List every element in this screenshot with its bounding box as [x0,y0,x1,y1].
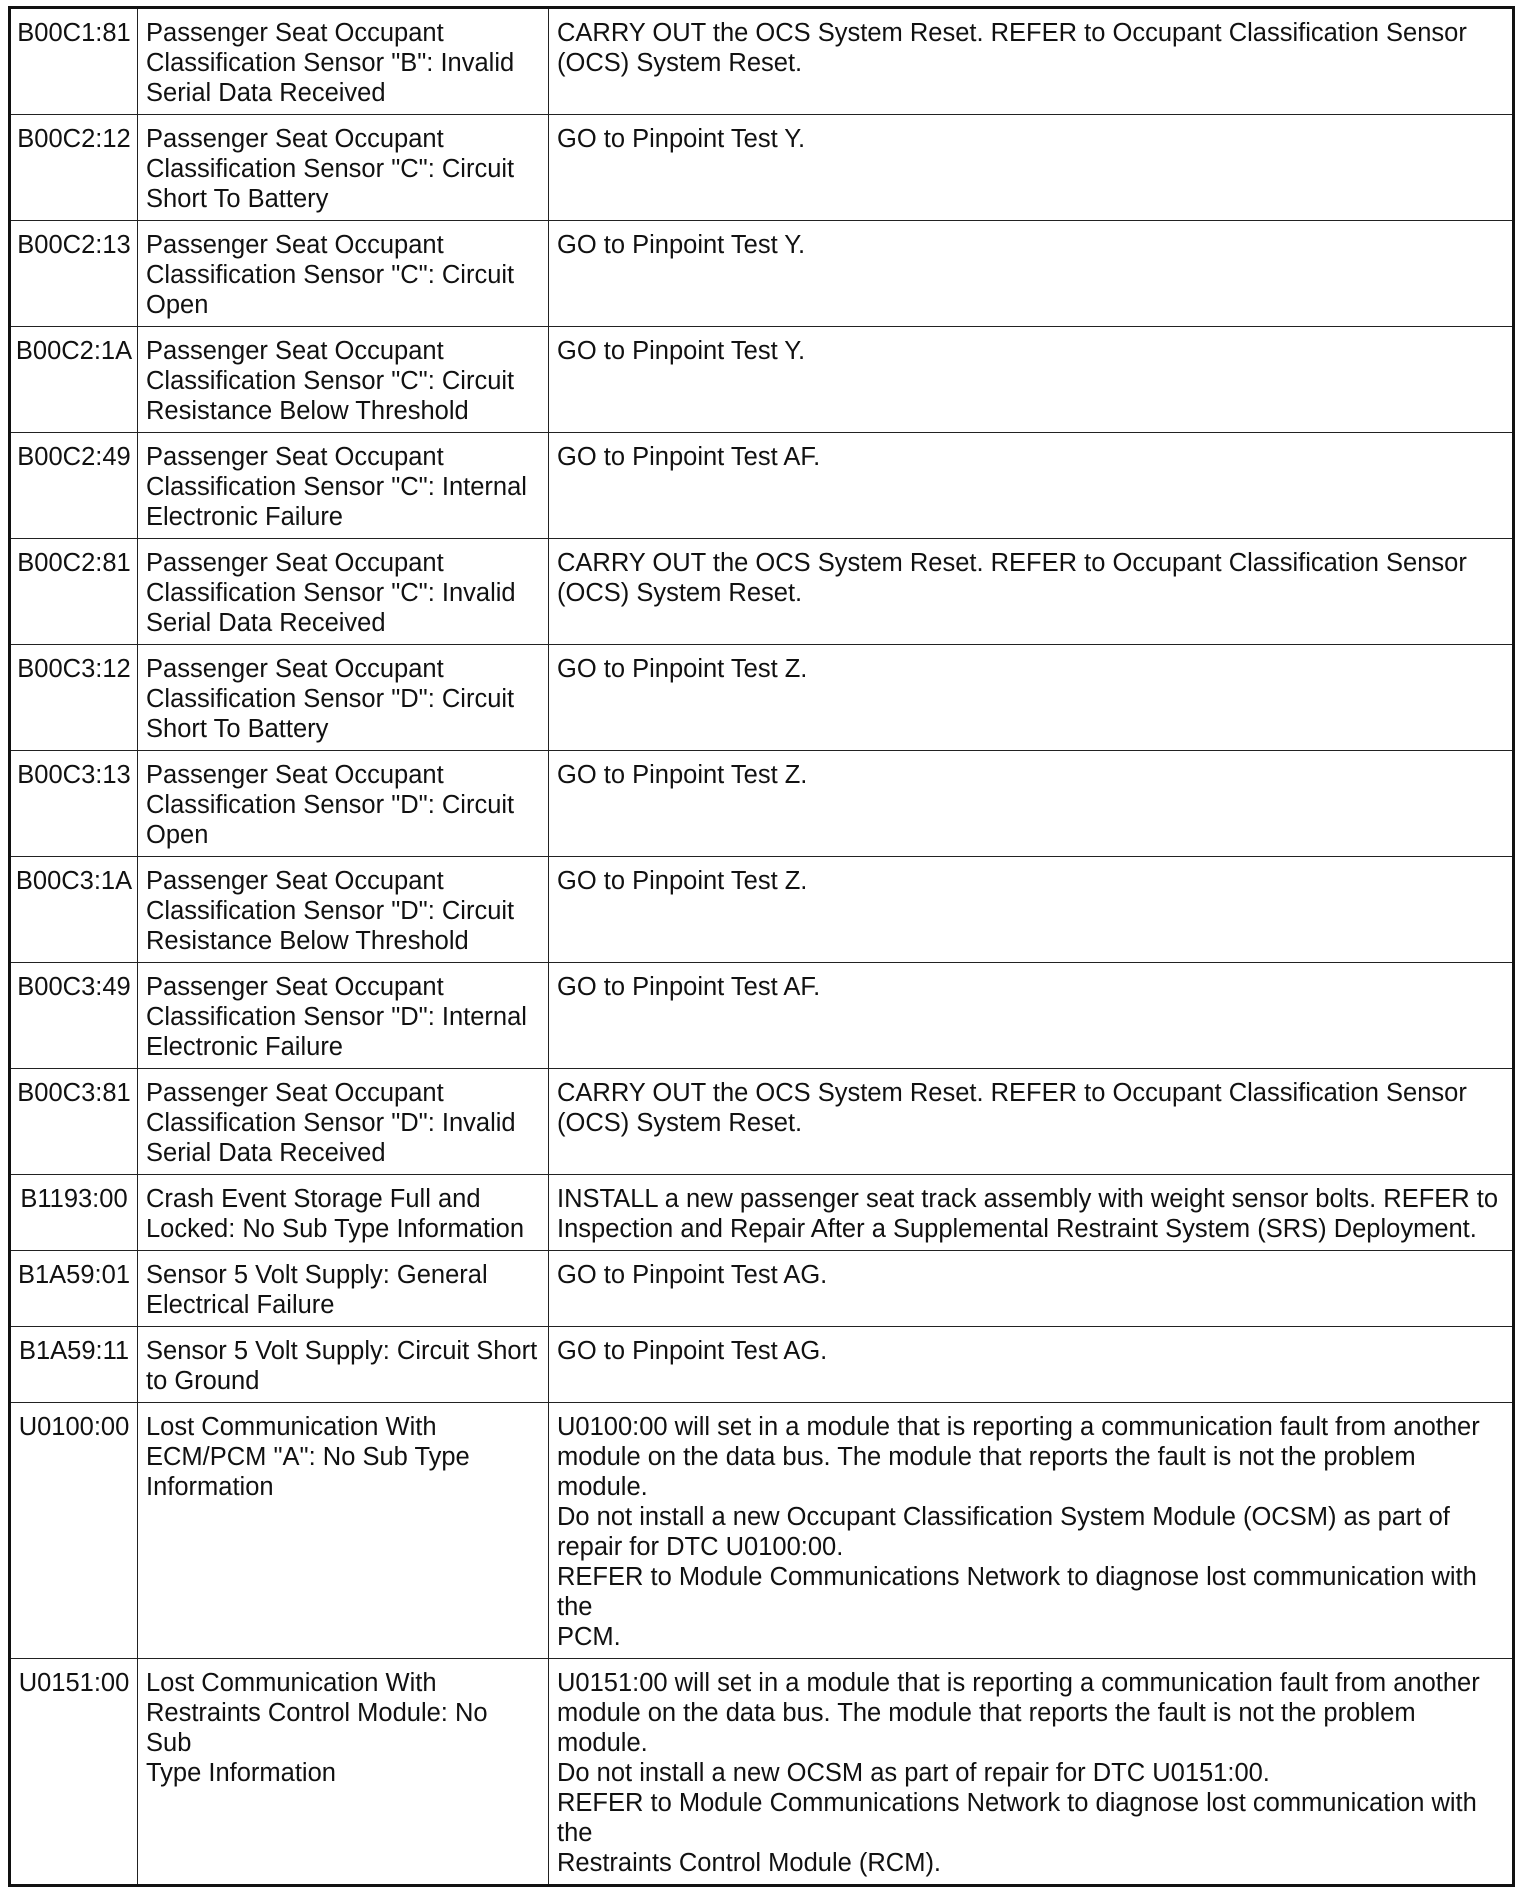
dtc-description-cell: Passenger Seat Occupant Classification Sensor "C": Circuit Open [138,221,549,327]
dtc-code-cell: B00C2:1A [10,327,138,433]
dtc-action-cell: CARRY OUT the OCS System Reset. REFER to Occupant Classification Sensor (OCS) System Reset. [549,1069,1514,1175]
table-row [10,327,1514,433]
table-row [10,8,1514,115]
dtc-description-cell: Lost Communication With ECM/PCM "A": No Sub Type Information [138,1403,549,1659]
dtc-description-cell: Passenger Seat Occupant Classification Sensor "C": Internal Electronic Failure [138,433,549,539]
table-row [10,963,1514,1069]
dtc-code-cell: B00C2:12 [10,115,138,221]
dtc-description-cell: Passenger Seat Occupant Classification Sensor "D": Internal Electronic Failure [138,963,549,1069]
table-row [10,645,1514,751]
dtc-code-cell: B00C1:81 [10,8,138,115]
dtc-description-cell: Sensor 5 Volt Supply: General Electrical Failure [138,1251,549,1327]
table-row [10,1175,1514,1251]
dtc-code-cell: U0100:00 [10,1403,138,1659]
dtc-code-cell: B00C2:49 [10,433,138,539]
table-row [10,1327,1514,1403]
dtc-action-cell: GO to Pinpoint Test Y. [549,221,1514,327]
dtc-action-cell: GO to Pinpoint Test AF. [549,963,1514,1069]
dtc-description-cell: Passenger Seat Occupant Classification Sensor "D": Circuit Open [138,751,549,857]
dtc-code-cell: B00C3:13 [10,751,138,857]
dtc-code-cell: B1193:00 [10,1175,138,1251]
dtc-action-cell: U0151:00 will set in a module that is reporting a communication fault from another module on the data bus. The module that reports the fault is not the problem module. Do not install a new OCSM as part of repair for DTC U0151:00. REFER to Module Communications Network to diagnose lost communication with the Restraints Control Module (RCM). [549,1659,1514,1886]
dtc-description-cell: Passenger Seat Occupant Classification Sensor "C": Invalid Serial Data Received [138,539,549,645]
dtc-description-cell: Passenger Seat Occupant Classification Sensor "D": Circuit Short To Battery [138,645,549,751]
dtc-code-cell: B00C3:12 [10,645,138,751]
dtc-action-cell: GO to Pinpoint Test Z. [549,645,1514,751]
dtc-action-cell: CARRY OUT the OCS System Reset. REFER to Occupant Classification Sensor (OCS) System Reset. [549,539,1514,645]
dtc-action-cell: INSTALL a new passenger seat track assembly with weight sensor bolts. REFER to Inspection and Repair After a Supplemental Restraint System (SRS) Deployment. [549,1175,1514,1251]
dtc-code-cell: B00C2:81 [10,539,138,645]
table-row [10,1069,1514,1175]
dtc-code-cell: B00C3:1A [10,857,138,963]
dtc-action-cell: U0100:00 will set in a module that is reporting a communication fault from another module on the data bus. The module that reports the fault is not the problem module. Do not install a new Occupant Classification System Module (OCSM) as part of repair for DTC U0100:00. REFER to Module Communications Network to diagnose lost communication with the PCM. [549,1403,1514,1659]
dtc-description-cell: Sensor 5 Volt Supply: Circuit Short to Ground [138,1327,549,1403]
table-row [10,115,1514,221]
table-row [10,433,1514,539]
dtc-description-cell: Passenger Seat Occupant Classification Sensor "B": Invalid Serial Data Received [138,8,549,115]
dtc-description-cell: Passenger Seat Occupant Classification Sensor "C": Circuit Short To Battery [138,115,549,221]
table-row [10,1403,1514,1659]
dtc-code-cell: B00C2:13 [10,221,138,327]
dtc-action-cell: CARRY OUT the OCS System Reset. REFER to Occupant Classification Sensor (OCS) System Reset. [549,8,1514,115]
dtc-action-cell: GO to Pinpoint Test AG. [549,1251,1514,1327]
dtc-description-cell: Crash Event Storage Full and Locked: No Sub Type Information [138,1175,549,1251]
dtc-description-cell: Lost Communication With Restraints Control Module: No Sub Type Information [138,1659,549,1886]
dtc-action-cell: GO to Pinpoint Test AF. [549,433,1514,539]
dtc-code-cell: B00C3:81 [10,1069,138,1175]
dtc-code-cell: B1A59:11 [10,1327,138,1403]
dtc-description-cell: Passenger Seat Occupant Classification Sensor "D": Circuit Resistance Below Threshold [138,857,549,963]
dtc-action-cell: GO to Pinpoint Test Y. [549,115,1514,221]
dtc-description-cell: Passenger Seat Occupant Classification Sensor "C": Circuit Resistance Below Threshold [138,327,549,433]
table-row [10,221,1514,327]
dtc-table-body [10,8,1514,1886]
dtc-action-cell: GO to Pinpoint Test Z. [549,857,1514,963]
dtc-code-cell: B00C3:49 [10,963,138,1069]
table-row [10,539,1514,645]
table-row [10,751,1514,857]
dtc-code-cell: B1A59:01 [10,1251,138,1327]
dtc-action-cell: GO to Pinpoint Test AG. [549,1327,1514,1403]
table-row [10,857,1514,963]
dtc-table [8,6,1515,1887]
dtc-code-cell: U0151:00 [10,1659,138,1886]
table-row [10,1251,1514,1327]
dtc-action-cell: GO to Pinpoint Test Z. [549,751,1514,857]
table-row [10,1659,1514,1886]
dtc-action-cell: GO to Pinpoint Test Y. [549,327,1514,433]
dtc-description-cell: Passenger Seat Occupant Classification Sensor "D": Invalid Serial Data Received [138,1069,549,1175]
